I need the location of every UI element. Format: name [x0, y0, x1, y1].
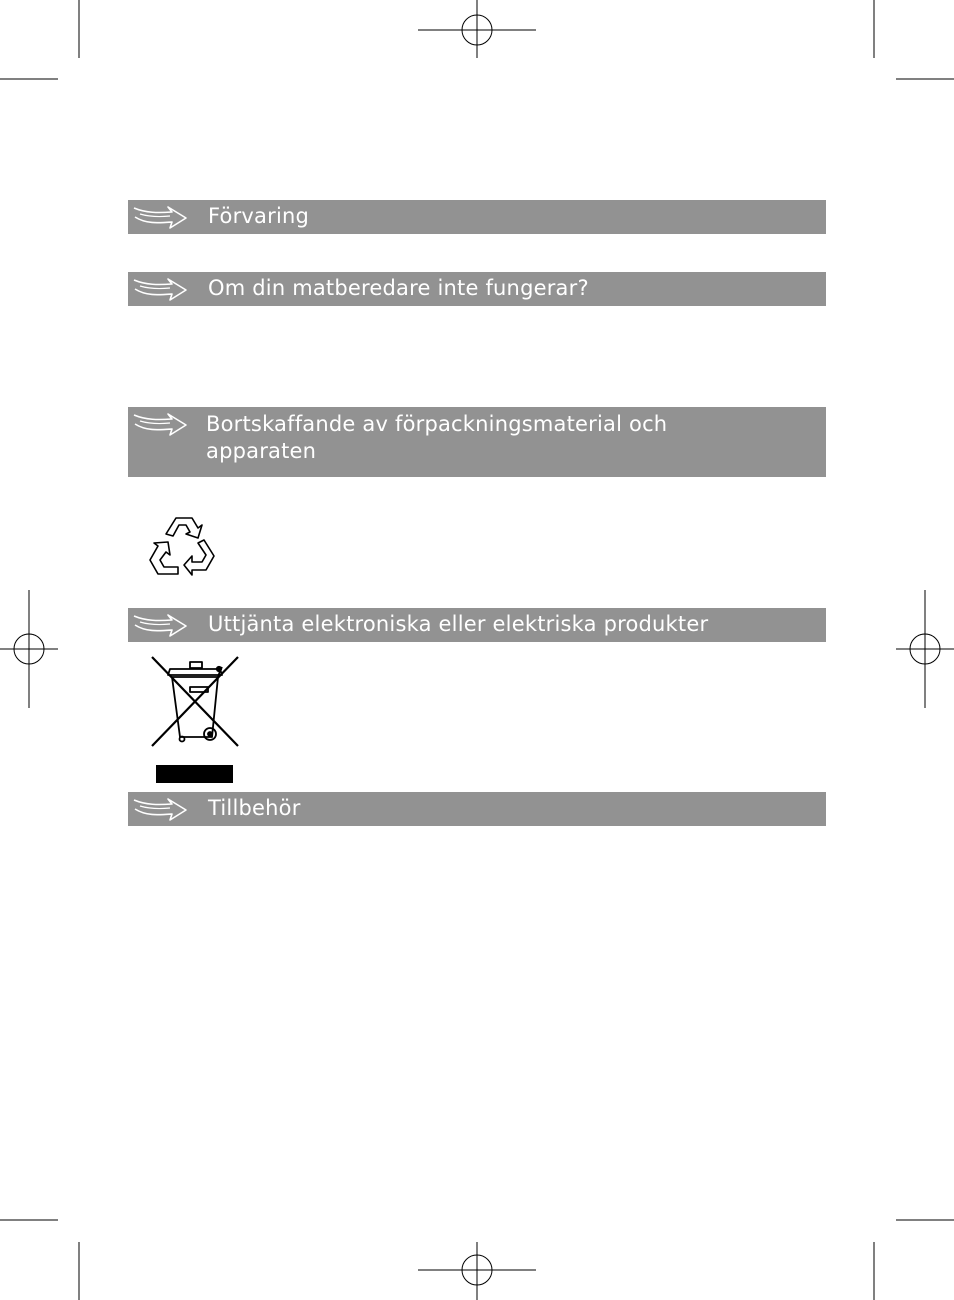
hand-pointing-arrow-icon: [132, 410, 188, 438]
hand-pointing-arrow-icon: [132, 795, 188, 823]
section-title: Förvaring: [208, 204, 310, 228]
hand-pointing-arrow-icon: [132, 611, 188, 639]
section-header-storage: [128, 200, 826, 234]
section-title: Om din matberedare inte fungerar?: [208, 276, 589, 300]
recycling-icon: [146, 512, 220, 584]
section-header-accessories: [128, 792, 826, 826]
hand-pointing-arrow-icon: [132, 203, 188, 231]
hand-pointing-arrow-icon: [132, 275, 188, 303]
section-header-troubleshooting: [128, 272, 826, 306]
crossed-out-bin-icon: [148, 655, 242, 785]
section-title: Tillbehör: [208, 796, 301, 820]
section-title: Bortskaffande av förpackningsmaterial och apparaten: [206, 412, 668, 463]
section-header-disposal: [128, 407, 826, 477]
section-header-weee: [128, 608, 826, 642]
section-title: Uttjänta elektroniska eller elektriska produkter: [208, 612, 709, 636]
